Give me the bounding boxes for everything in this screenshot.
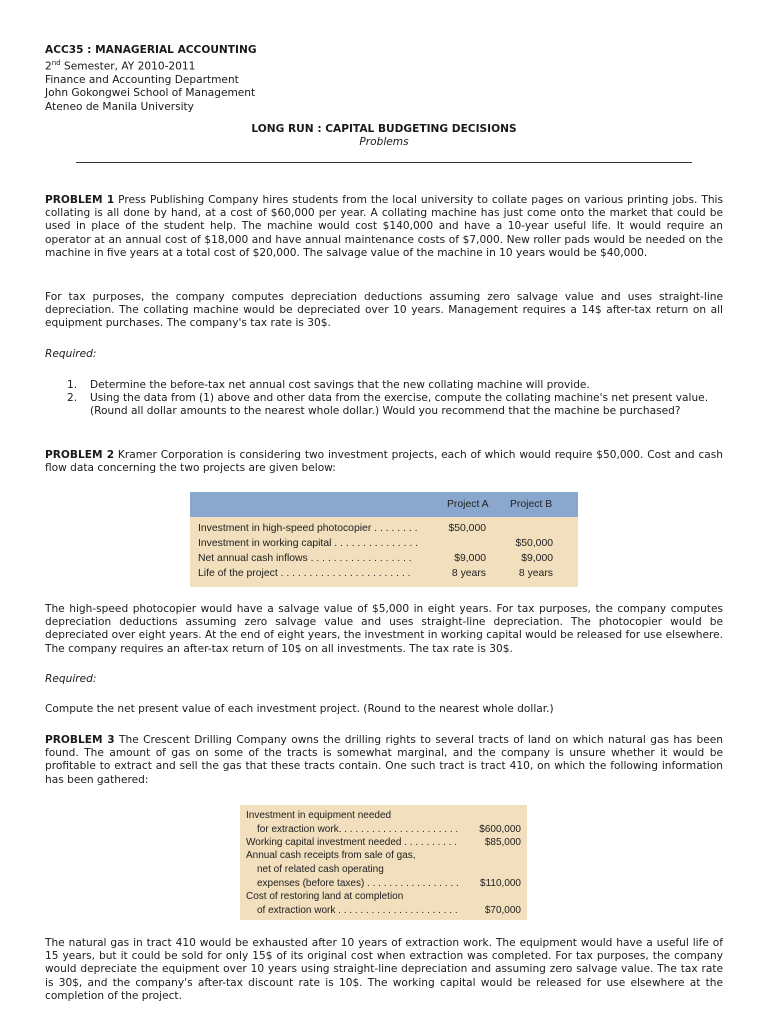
tract-table: Investment in equipment needed for extraction work. . . . . . . . . . . . . . . . . . . . . . $600,000 Working capital investment needed . . . . . . . . . . $85,000 Annual cash receipts from sale of gas, net of related cash operating expenses (before taxes) . . . . . . . . . . . . . . . . . $110,000 Cost of restoring land at completion of extraction work . . . . . . . . . . . . . . . . . . . . . . $70,000 [240, 805, 527, 920]
list-item: 1. Determine the before-tax net annual cost savings that the new collating machine will provide. [67, 379, 590, 391]
table-row: Investment in high-speed photocopier . . . . . . . . $50,000 [198, 523, 486, 534]
subtitle: Problems [359, 136, 409, 148]
column-project-b: Project B [510, 499, 553, 510]
problem-3-after-text: The natural gas in tract 410 would be exhausted after 10 years of extraction work. The equipment would have a useful life of 15 years, but it could be sold for only 15$ of its original cost when extraction was completed. For tax purposes, the company would depreciate the equipment over 10 years using straight-line depreciation and assuming zero salvage value. The tax rate is 30$, and the company's after-tax discount rate is 10$. The working capital would be released for use elsewhere at the completion of the project. [45, 937, 723, 1002]
problem-2-after-text: The high-speed photocopier would have a salvage value of $5,000 in eight years. For tax purposes, the company computes depreciation deductions assuming zero salvage value and uses straight-line depreciation. The photocopier would be depreciated over eight years. At the end of eight years, the investment in working capital would be released for use elsewhere. The company requires an after-tax return of 10$ on all investments. The tax rate is 30$. [45, 603, 723, 655]
restoration-cost-value: $70,000 [484, 905, 521, 916]
table-row: Net annual cash inflows . . . . . . . . . . . . . . . . . . $9,000 $9,000 [198, 553, 553, 564]
university-line: Ateneo de Manila University [45, 100, 194, 113]
annual-cash-value: $110,000 [480, 878, 521, 889]
course-title: ACC35 : MANAGERIAL ACCOUNTING [45, 44, 257, 56]
table-row: Life of the project . . . . . . . . . . . . . . . . . . . . . . . 8 years 8 years [198, 568, 553, 579]
equipment-value: $600,000 [479, 824, 521, 835]
problem-3-text: PROBLEM 3 The Crescent Drilling Company owns the drilling rights to several tracts of land on which natural gas has been found. The amount of gas on some of the tracts is somewhat marginal, and the company is unsure whether it would be profitable to extract and sell the gas that these tracts contain. One such tract is tract 410, on which the following information has been gathered: [45, 734, 723, 786]
document-title [0, 123, 768, 149]
department-line: Finance and Accounting Department [45, 74, 239, 87]
problem-1-tax-text: For tax purposes, the company computes depreciation deductions assuming zero salvage value and uses straight-line depreciation. The collating machine would be depreciated over 10 years. Management requires a 14$ after-tax return on all equipment purchases. The company's tax rate is 30$. [45, 291, 723, 330]
project-table [190, 492, 578, 587]
main-title: LONG RUN : CAPITAL BUDGETING DECISIONS [251, 123, 517, 135]
school-line: John Gokongwei School of Management [45, 87, 256, 100]
problem-2-task: Compute the net present value of each investment project. (Round to the nearest whole dollar.) [45, 703, 554, 715]
table-row: Investment in working capital . . . . . . . . . . . . . . . $50,000 [198, 538, 553, 549]
column-project-a: Project A [447, 499, 489, 510]
problem-1-list [45, 379, 715, 419]
problem-2-required: Required: [45, 673, 97, 685]
problem-1-text: PROBLEM 1 Press Publishing Company hires students from the local university to collate pages on various printing jobs. This collating is all done by hand, at a cost of $60,000 per year. A collating machine has just come onto the market that could be used in place of the student help. The machine would cost $140,000 and have a 10-year useful life. It would require an operator at an annual cost of $18,000 and have annual maintenance costs of $7,000. New roller pads would be needed on the machine in five years at a total cost of $20,000. The salvage value of the machine in 10 years would be $40,000. [45, 194, 723, 259]
list-item: 2. Using the data from (1) above and other data from the exercise, compute the collating machine's net present value. (Round all dollar amounts to the nearest whole dollar.) Would you recommend that the machine be purchased? [67, 392, 709, 418]
table-header [190, 492, 578, 517]
course-header [45, 44, 257, 114]
semester-line: 2nd Semester, AY 2010-2011 [45, 59, 196, 73]
working-capital-value: $85,000 [484, 837, 521, 848]
problem-2-text: PROBLEM 2 Kramer Corporation is considering two investment projects, each of which would require $50,000. Cost and cash flow data concerning the two projects are given below: [45, 449, 723, 475]
title-divider [76, 162, 692, 163]
problem-1-required: Required: [45, 348, 97, 360]
